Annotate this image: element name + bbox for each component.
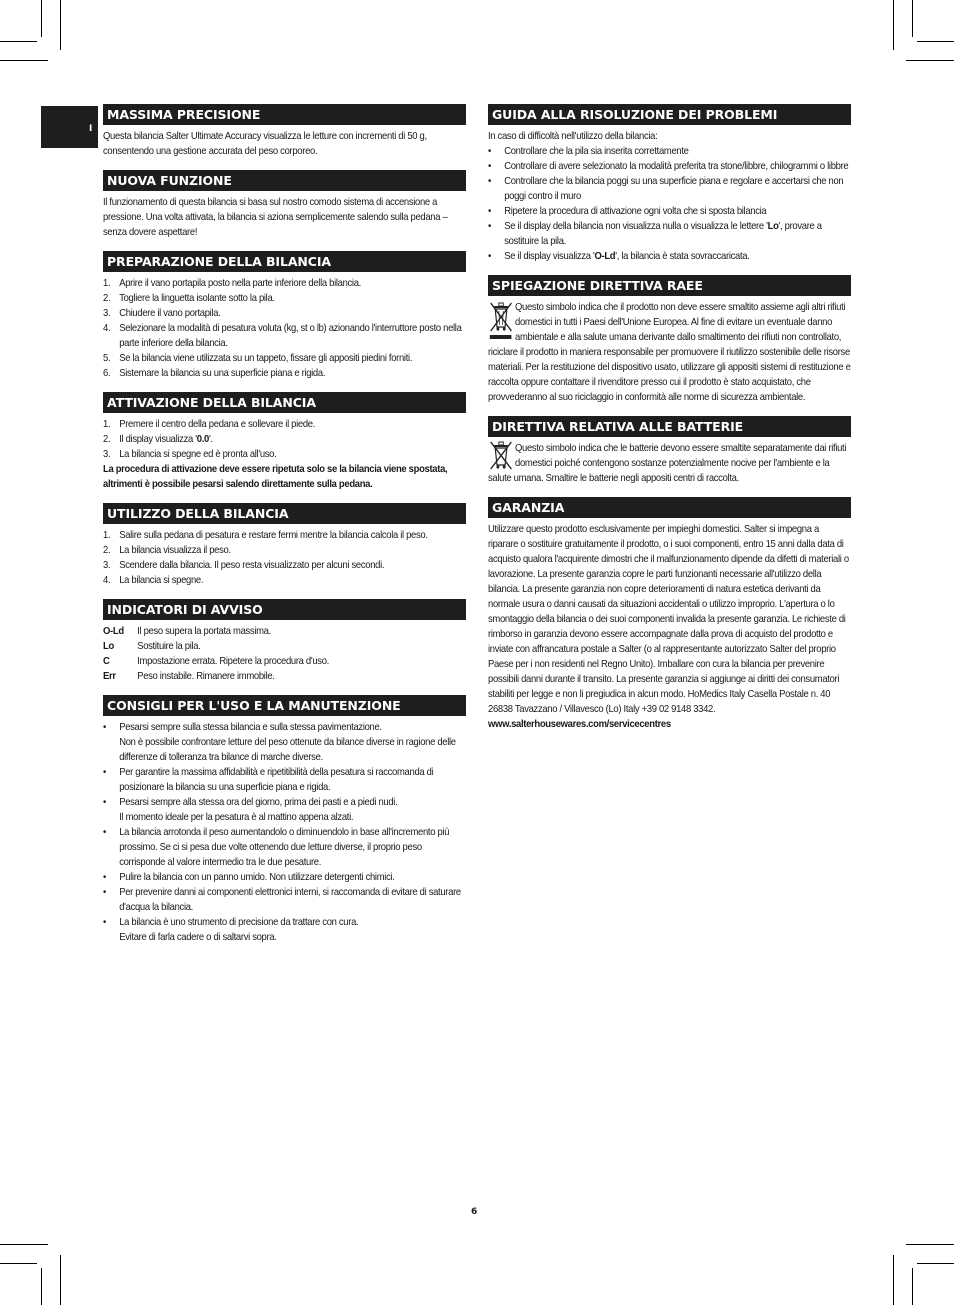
list-item: • La bilancia è uno strumento di precisione da trattare con cura. Evitare di farla cadere o di saltarvi sopra.: [103, 916, 359, 943]
section-heading: INDICATORI DI AVVISO: [103, 599, 466, 620]
section-preparazione: [103, 251, 466, 381]
paragraph: Il funzionamento di questa bilancia si basa sul nostro comodo sistema di accensione a pressione. Una volta attivata, la bilancia si aziona semplicemente salendo sulla pedana – senza dovere aspettare!: [103, 196, 448, 238]
indicator-code: O-Ld: [103, 625, 124, 637]
list-item: 4. Selezionare la modalità di pesatura voluta (kg, st o lb) azionando l'interruttore posto nella parte inferiore della bilancia.: [103, 322, 462, 349]
crossed-bin-icon: [488, 441, 513, 471]
crop-mark: [893, 1255, 894, 1305]
list-item: • La bilancia arrotonda il peso aumentandolo o diminuendolo in base all'incremento più prossimo. Se ci si pesa due volte ottenendo due letture diverse, il proprio peso corrisponde al valore intermedio tra le due pesature.: [103, 826, 450, 868]
list-item: 2. Togliere la linguetta isolante sotto la pila.: [103, 292, 275, 304]
crop-mark: [0, 41, 37, 42]
list-item: • Pesarsi sempre alla stessa ora del giorno, prima dei pasti e a piedi nudi. Il momento ideale per la pesatura è al mattino appena alzati.: [103, 796, 398, 823]
list-item: 2. Il display visualizza '0.0'.: [103, 433, 213, 445]
list-item: 1. Premere il centro della pedana e sollevare il piede.: [103, 418, 316, 430]
paragraph: Questa bilancia Salter Ultimate Accuracy visualizza le letture con incrementi di 50 g, consentendo una gestione accurata del peso corporeo.: [103, 130, 427, 157]
numbered-list: [103, 276, 466, 381]
indicator-desc: Impostazione errata. Ripetere la procedura d'uso.: [137, 655, 329, 667]
crop-mark: [906, 60, 954, 61]
indicator-code: C: [103, 655, 110, 667]
list-item: 1. Aprire il vano portapila posto nella parte inferiore della bilancia.: [103, 277, 361, 289]
section-batterie: [488, 416, 851, 486]
crop-mark: [0, 60, 48, 61]
activation-note: La procedura di attivazione deve essere ripetuta solo se la bilancia viene spostata, altrimenti è possibile pesarsi salendo direttamente sulla pedana.: [103, 463, 448, 490]
bullet-list: [103, 720, 466, 945]
paragraph: In caso di difficoltà nell'utilizzo della bilancia:: [488, 130, 658, 142]
section-heading: ATTIVAZIONE DELLA BILANCIA: [103, 392, 466, 413]
section-heading: PREPARAZIONE DELLA BILANCIA: [103, 251, 466, 272]
left-column: [103, 104, 466, 956]
crop-mark: [0, 1244, 48, 1245]
list-item: • Pulire la bilancia con un panno umido. Non utilizzare detergenti chimici.: [103, 871, 395, 883]
section-heading: NUOVA FUNZIONE: [103, 170, 466, 191]
section-raee: [488, 275, 851, 405]
crop-mark: [41, 1268, 42, 1305]
paragraph: Questo simbolo indica che il prodotto non deve essere smaltito assieme agli altri rifiuti domestici in tutti i Paesi dell'Unione Europea. Al fine di evitare un eventuale danno ambientale e alla salute umana derivante dallo smaltimento dei rifiuti non controllato, riciclare il prodotto in maniera responsabile per promuovere il riutilizzo sostenibile delle risorse materiali. Per la restituzione del dispositivo usato, utilizzare gli appositi sistemi di restituzione e raccolta oppure contattare il rivenditore presso cui il prodotto è stato acquistato, che provvederanno al suo riciclaggio in conformità alle norme di sicurezza ambientale.: [488, 301, 851, 403]
list-item: • Controllare di avere selezionato la modalità preferita tra stone/libbre, chilogrammi o libbre: [488, 160, 849, 172]
list-item: 3. Scendere dalla bilancia. Il peso resta visualizzato per alcuni secondi.: [103, 559, 385, 571]
section-garanzia: [488, 497, 851, 732]
list-item: • Per prevenire danni ai componenti elettronici interni, si raccomanda di evitare di saturare d'acqua la bilancia.: [103, 886, 461, 913]
crop-mark: [912, 0, 913, 37]
language-code: I: [89, 124, 93, 134]
section-heading: GUIDA ALLA RISOLUZIONE DEI PROBLEMI: [488, 104, 851, 125]
list-item: • Se il display visualizza 'O-Ld', la bilancia è stata sovraccaricata.: [488, 250, 750, 262]
crop-mark: [0, 1263, 37, 1264]
section-indicatori: [103, 599, 466, 684]
service-url-link[interactable]: www.salterhousewares.com/servicecentres: [488, 718, 671, 730]
list-item: 3. Chiudere il vano portapila.: [103, 307, 221, 319]
indicator-code: Lo: [103, 640, 114, 652]
bullet-list: [488, 144, 851, 264]
paragraph: Questo simbolo indica che le batterie devono essere smaltite separatamente dai rifiuti domestici poiché contengono sostanze potenzialmente nocive per l'ambiente e la salute umana. Smaltire le batterie negli appositi centri di raccolta.: [488, 442, 847, 484]
indicator-desc: Sostituire la pila.: [137, 640, 201, 652]
crossed-bin-icon: [488, 300, 513, 340]
section-heading: GARANZIA: [488, 497, 851, 518]
section-consigli: [103, 695, 466, 945]
list-item: 2. La bilancia visualizza il peso.: [103, 544, 231, 556]
section-heading: MASSIMA PRECISIONE: [103, 104, 466, 125]
list-item: 3. La bilancia si spegne ed è pronta all'uso.: [103, 448, 277, 460]
crop-mark: [917, 1263, 954, 1264]
indicator-desc: Peso instabile. Rimanere immobile.: [137, 670, 275, 682]
list-item: • Controllare che la bilancia poggi su una superficie piana e regolare e accertarsi che non poggi contro il muro: [488, 175, 844, 202]
list-item: • Ripetere la procedura di attivazione ogni volta che si sposta bilancia: [488, 205, 767, 217]
section-attivazione: [103, 392, 466, 492]
list-item: 6. Sistemare la bilancia su una superficie piana e rigida.: [103, 367, 326, 379]
indicator-code: Err: [103, 670, 116, 682]
numbered-list: [103, 417, 466, 462]
section-heading: SPIEGAZIONE DIRETTIVA RAEE: [488, 275, 851, 296]
section-heading: UTILIZZO DELLA BILANCIA: [103, 503, 466, 524]
list-item: 4. La bilancia si spegne.: [103, 574, 204, 586]
section-heading: CONSIGLI PER L'USO E LA MANUTENZIONE: [103, 695, 466, 716]
indicator-table: [103, 624, 466, 684]
list-item: • Pesarsi sempre sulla stessa bilancia e sulla stessa pavimentazione. Non è possibile confrontare letture del peso ottenute da bilance diverse in ragione delle differenze di tolleranza tra bilance di marche diverse.: [103, 721, 456, 763]
paragraph: Utilizzare questo prodotto esclusivamente per impieghi domestici. Salter si impegna a riparare o sostituire gratuitamente il prodotto, o i suoi componenti, entro 15 anni dalla data di acquisto qualora l'acquirente dimostri che il malfunzionamento dipende da difetti di materiali o lavorazione. La presente garanzia copre le parti funzionanti necessarie all'utilizzo della bilancia. La presente garanzia non copre deterioramenti di natura estetica derivanti da normale usura o danni causati da situazioni accidentali o utilizzo improprio. L'apertura o lo smontaggio della bilancia o dei suoi componenti invalida la presente garanzia. Le richieste di rimborso in garanzia devono essere accompagnate dalla prova di acquisto del prodotto e inviate con affrancatura postale a Salter (o al rappresentante autorizzato Salter del proprio Paese per i non residenti nel Regno Unito). Imballare con cura la bilancia per prevenire possibili danni durante il transito. La presente garanzia si aggiunge ai diritti dei consumatori stabiliti per legge e non li pregiudica in alcun modo. HoMedics Italy Casella Postale n. 40 26838 Tavazzano / Villavesco (Lo) Italy +39 02 9148 3342.: [488, 523, 849, 715]
list-item: 5. Se la bilancia viene utilizzata su un tappeto, fissare gli appositi piedini forniti.: [103, 352, 413, 364]
crop-mark: [60, 1255, 61, 1305]
section-utilizzo: [103, 503, 466, 588]
right-column: [488, 104, 851, 743]
crop-mark: [906, 1244, 954, 1245]
indicator-desc: Il peso supera la portata massima.: [137, 625, 271, 637]
section-heading: DIRETTIVA RELATIVA ALLE BATTERIE: [488, 416, 851, 437]
crop-mark: [917, 41, 954, 42]
crop-mark: [60, 0, 61, 50]
crop-mark: [912, 1268, 913, 1305]
page-number: 6: [471, 1207, 478, 1217]
section-massima-precisione: [103, 104, 466, 159]
list-item: • Controllare che la pila sia inserita correttamente: [488, 145, 689, 157]
list-item: • Se il display della bilancia non visualizza nulla o visualizza le lettere 'Lo', provare a sostituire la pila.: [488, 220, 822, 247]
crop-mark: [893, 0, 894, 50]
list-item: • Per garantire la massima affidabilità e ripetitibilità della pesatura si raccomanda di posizionare la bilancia su una superficie piana e rigida.: [103, 766, 434, 793]
language-tab: [41, 106, 98, 148]
section-nuova-funzione: [103, 170, 466, 240]
list-item: 1. Salire sulla pedana di pesatura e restare fermi mentre la bilancia calcola il peso.: [103, 529, 428, 541]
crop-mark: [41, 0, 42, 37]
numbered-list: [103, 528, 466, 588]
section-risoluzione-problemi: [488, 104, 851, 264]
